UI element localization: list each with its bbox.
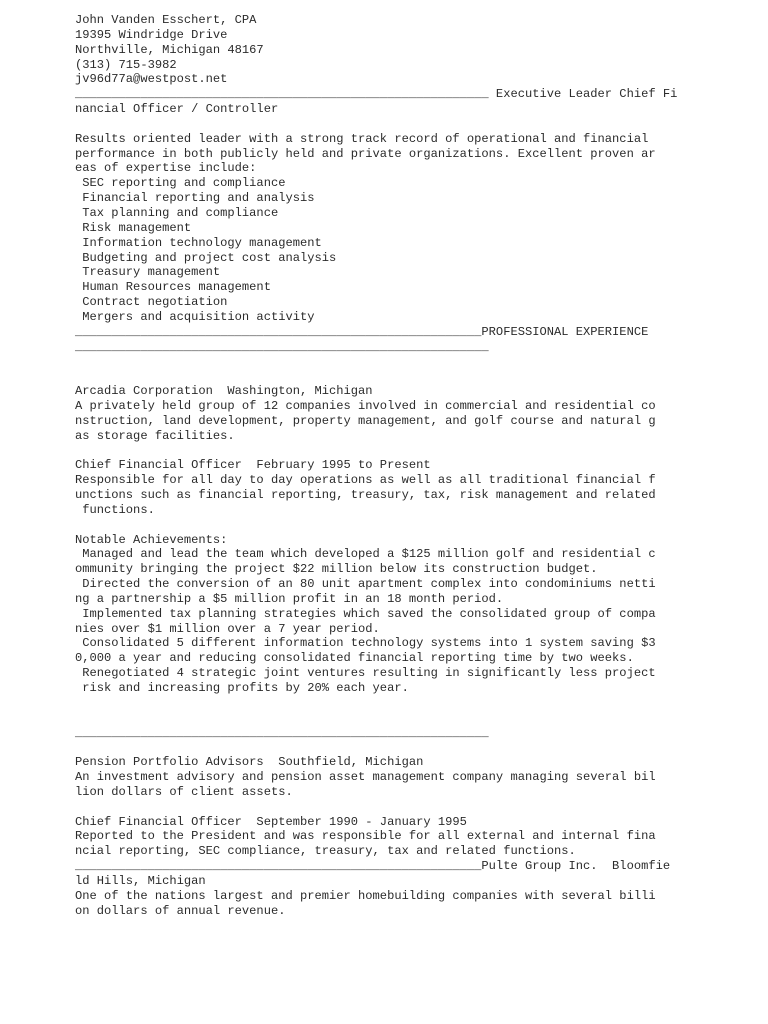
achievement-line: risk and increasing profits by 20% each year. [75, 680, 409, 695]
expertise-item: Contract negotiation [75, 295, 228, 310]
expertise-item: SEC reporting and compliance [75, 176, 286, 191]
blank-line [75, 354, 735, 369]
blank-line [75, 696, 735, 711]
expertise-item: Mergers and acquisition activity [75, 309, 315, 324]
achievement-line: nies over $1 million over a 7 year period. [75, 621, 380, 636]
summary-line: eas of expertise include: [75, 161, 257, 176]
responsibility-line: unctions such as financial reporting, treasury, tax, risk management and related [75, 488, 656, 502]
achievement-line: Implemented tax planning strategies which saved the consolidated group of compa [75, 606, 656, 621]
expertise-item: Financial reporting and analysis [75, 191, 315, 206]
experience-pulte-group [75, 859, 735, 918]
company-description-line: One of the nations largest and premier homebuilding companies with several billi [75, 888, 656, 903]
expertise-item: Risk management [75, 220, 192, 235]
company-description-line: nstruction, land development, property management, and golf course and natural g [75, 413, 656, 428]
city-state-zip: Northville, Michigan 48167 [75, 42, 264, 57]
section-divider: _________________________________________________________ [75, 725, 489, 740]
blank-line [75, 369, 735, 384]
candidate-name: John Vanden Esschert, CPA [75, 13, 257, 27]
achievement-line: Managed and lead the team which developed a $125 million golf and residential c [75, 547, 656, 562]
experience-pension-portfolio [75, 755, 735, 859]
expertise-item: Treasury management [75, 265, 221, 280]
expertise-item: Budgeting and project cost analysis [75, 250, 337, 265]
summary-line: Results oriented leader with a strong track record of operational and financial [75, 131, 649, 146]
company-description-line: on dollars of annual revenue. [75, 903, 286, 918]
contact-block [75, 13, 735, 117]
expertise-item: Information technology management [75, 235, 322, 250]
blank-line [75, 443, 735, 458]
blank-line [75, 800, 735, 815]
summary-line: performance in both publicly held and private organizations. Excellent proven ar [75, 146, 656, 161]
achievement-line: Consolidated 5 different information technology systems into 1 system saving $3 [75, 636, 656, 651]
company-heading: Arcadia Corporation Washington, Michigan [75, 384, 373, 399]
company-location-continuation: ld Hills, Michigan [75, 873, 206, 888]
blank-line [75, 117, 735, 132]
blank-line [75, 518, 735, 533]
company-heading: ________________________________________________________Pulte Group Inc. Bloomfie [75, 859, 671, 874]
expertise-item: Tax planning and compliance [75, 205, 279, 220]
expertise-item: Human Resources management [75, 280, 271, 295]
achievement-line: 0,000 a year and reducing consolidated financial reporting time by two weeks. [75, 651, 634, 666]
responsibility-line: Responsible for all day to day operations as well as all traditional financial f [75, 473, 656, 488]
professional-experience-heading: ________________________________________________________PROFESSIONAL EXPERIENCE [75, 324, 649, 339]
responsibility-line: Reported to the President and was responsible for all external and internal fina [75, 829, 656, 844]
achievements-heading: Notable Achievements: [75, 532, 228, 547]
company-description-line: as storage facilities. [75, 428, 235, 443]
company-heading: Pension Portfolio Advisors Southfield, Michigan [75, 755, 424, 770]
summary-paragraph [75, 132, 735, 177]
company-description-line: lion dollars of client assets. [75, 784, 293, 799]
title-continuation: nancial Officer / Controller [75, 102, 279, 117]
blank-line [75, 740, 735, 755]
email-address: jv96d77a@westpost.net [75, 72, 228, 87]
title-rule-line: _________________________________________________________ Executive Leader Chief Fi [75, 87, 678, 102]
position-title: Chief Financial Officer February 1995 to Present [75, 458, 431, 473]
position-title: Chief Financial Officer September 1990 - January 1995 [75, 814, 467, 829]
achievement-line: Directed the conversion of an 80 unit apartment complex into condominiums netti [75, 577, 656, 592]
achievement-line: ng a partnership a $5 million profit in an 18 month period. [75, 591, 504, 606]
expertise-list [75, 176, 735, 324]
section-divider: _________________________________________________________ [75, 339, 489, 354]
company-description-line: An investment advisory and pension asset management company managing several bil [75, 770, 656, 785]
achievement-line: Renegotiated 4 strategic joint ventures resulting in significantly less project [75, 666, 656, 681]
achievement-line: ommunity bringing the project $22 million below its construction budget. [75, 562, 598, 577]
experience-arcadia [75, 384, 735, 696]
company-description-line: A privately held group of 12 companies involved in commercial and residential co [75, 398, 656, 413]
responsibility-line: functions. [75, 502, 155, 517]
phone-number: (313) 715-3982 [75, 57, 177, 72]
blank-line [75, 711, 735, 726]
street-address: 19395 Windridge Drive [75, 27, 228, 42]
responsibility-line: ncial reporting, SEC compliance, treasury, tax and related functions. [75, 844, 576, 859]
resume-document [75, 13, 735, 918]
